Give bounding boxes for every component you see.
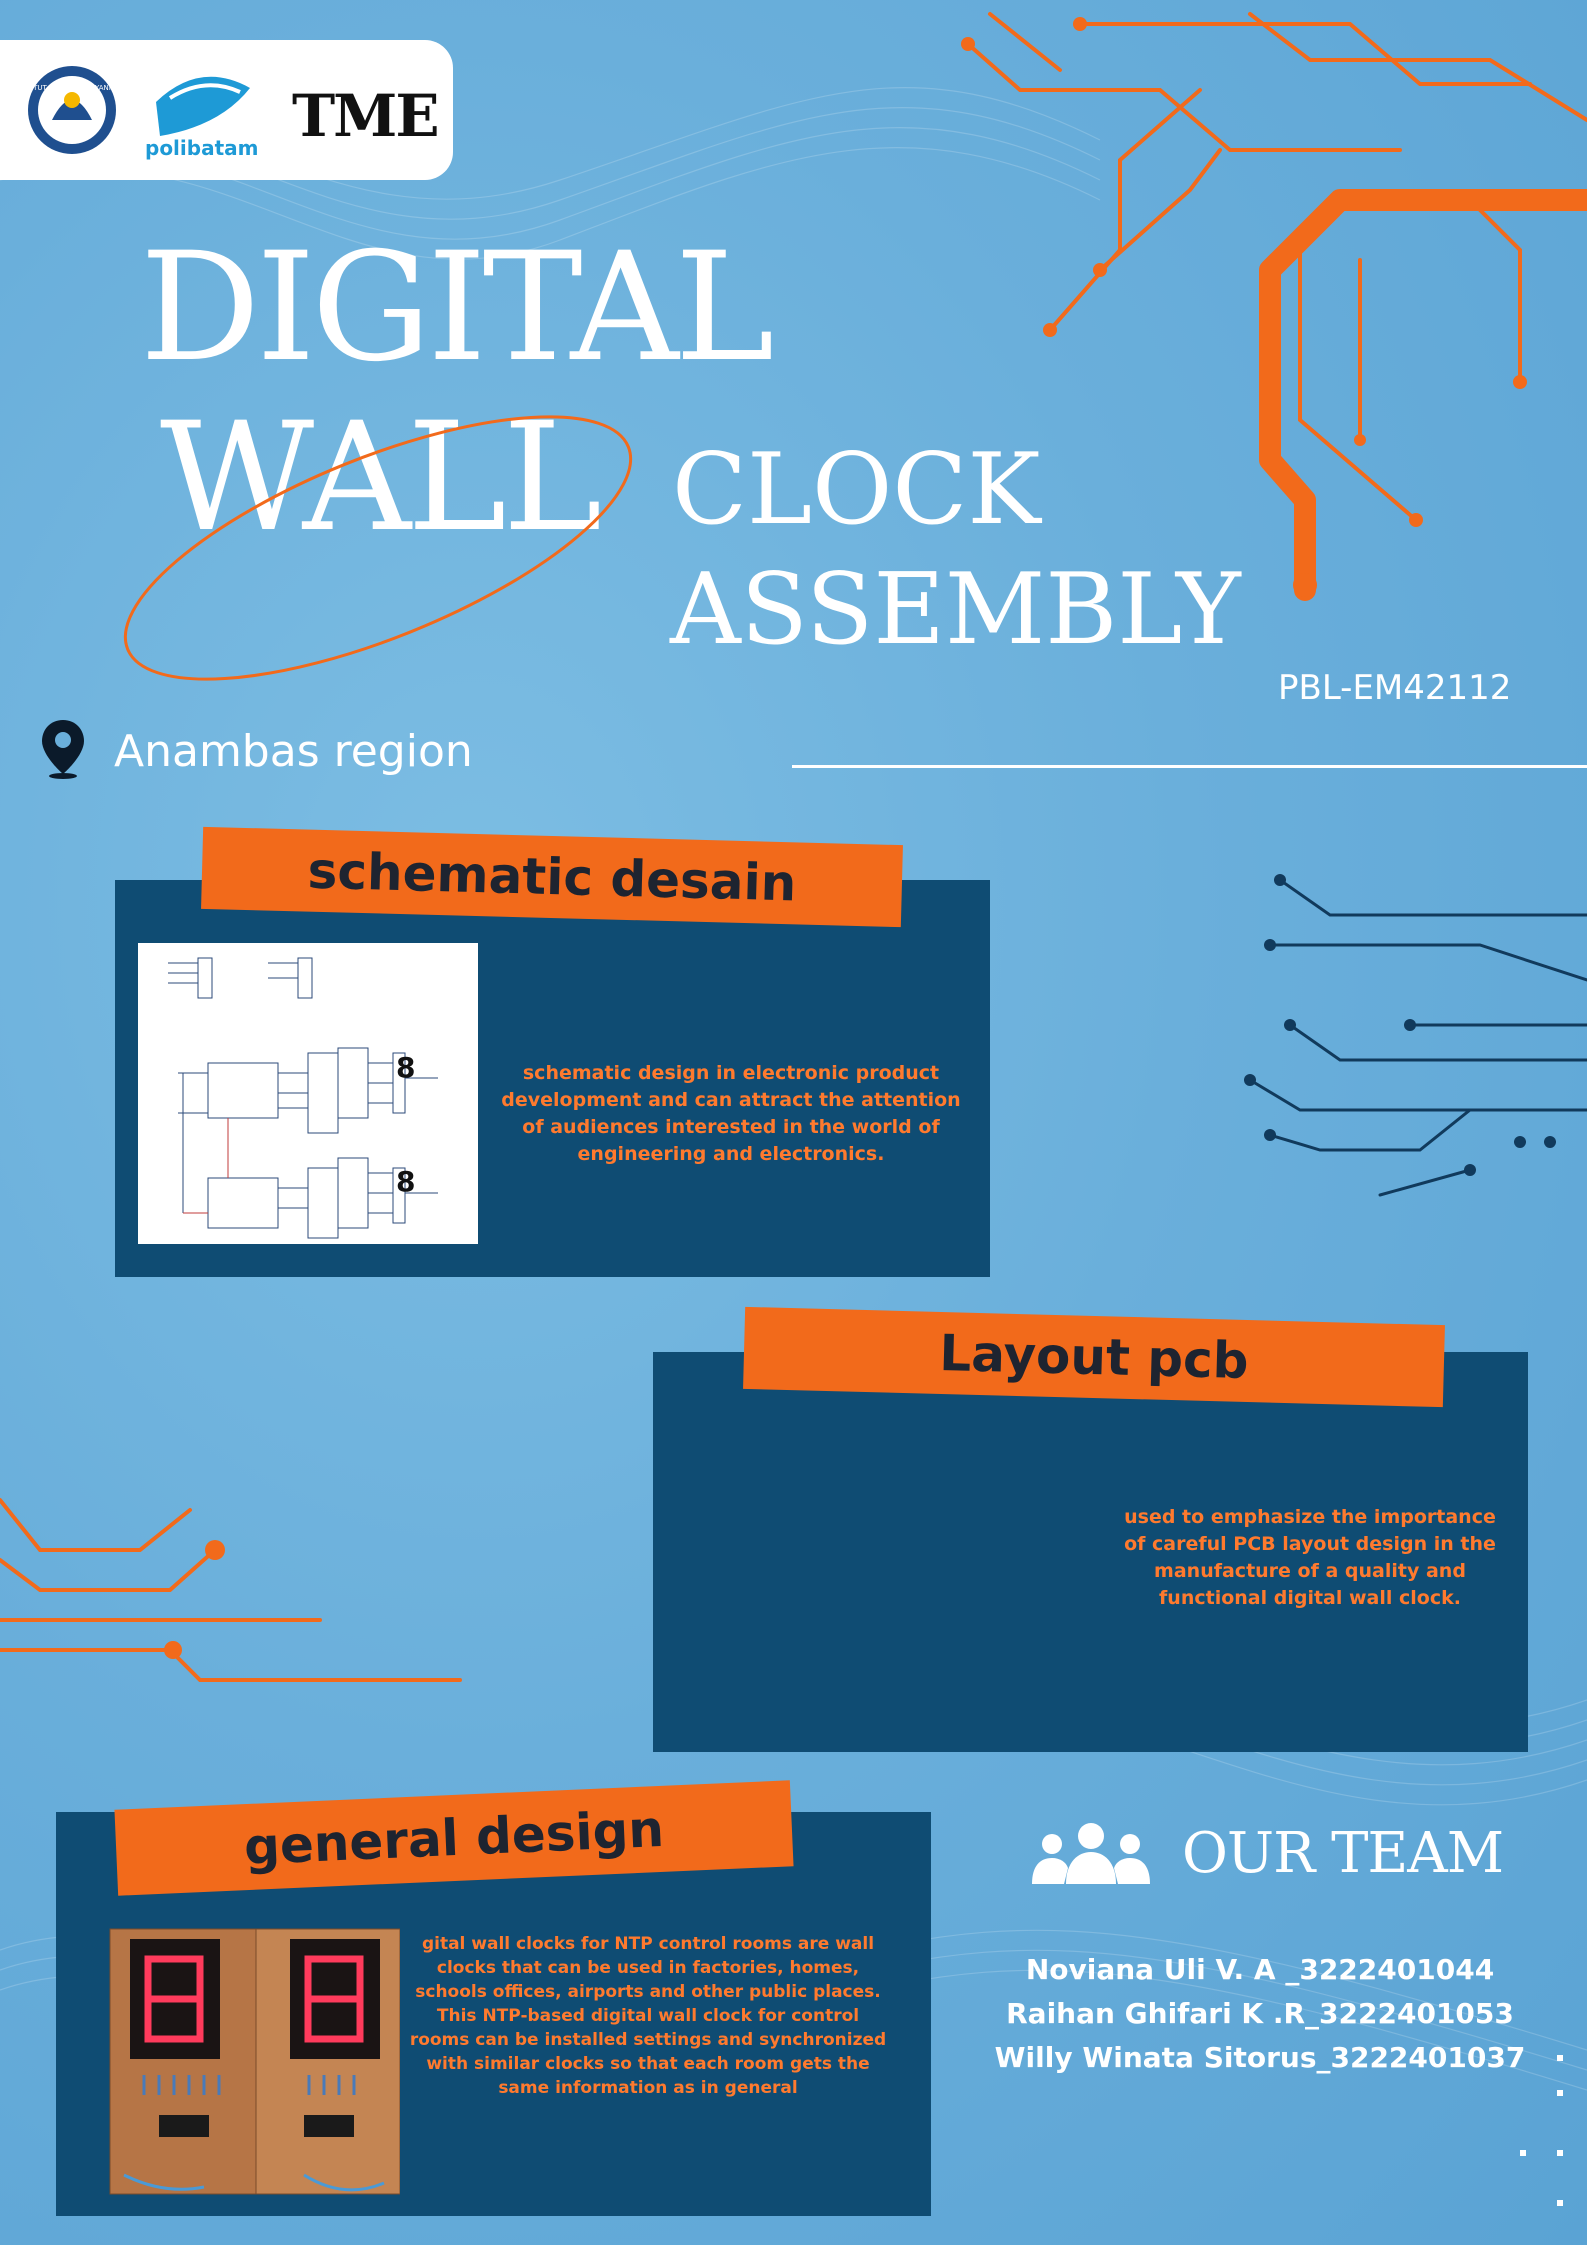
general-label: general design: [114, 1780, 793, 1895]
general-description: gital wall clocks for NTP control rooms are wall clocks that can be used in factories, homes, schools offices, airports and other public places. This NTP-based digital wall clock for control rooms can be installed settings and synchronized with similar clocks so that each room gets the same information as in general: [409, 1934, 887, 2098]
schematic-description: schematic design in electronic product development and can attract the attention of audiences interested in the world of engineering and electronics.: [501, 1062, 961, 1165]
title-line-assembly: ASSEMBLY: [670, 553, 1241, 667]
team-member: Willy Winata Sitorus_3222401037: [994, 2041, 1526, 2074]
title-line-digital: DIGITAL: [140, 221, 771, 395]
title-line-clock: CLOCK: [672, 433, 1041, 547]
team-member: Raihan Ghifari K .R_3222401053: [1006, 1997, 1514, 2030]
polibatam-text-part2: batam: [186, 136, 259, 160]
team-member: Noviana Uli V. A _3222401044: [1025, 1953, 1495, 1986]
tme-logo: TME: [292, 82, 438, 150]
title-line-wall: WALL: [160, 391, 599, 565]
schematic-label: schematic desain: [201, 827, 903, 927]
schematic-digit-top: 8: [396, 1051, 416, 1084]
ministry-emblem-text: TUT WURI HANDAYANI: [33, 84, 111, 92]
polibatam-text-part1: poli: [145, 136, 187, 160]
project-code: PBL-EM42112: [1278, 668, 1512, 708]
team-heading: OUR TEAM: [1182, 1821, 1504, 1886]
layout-description: used to emphasize the importance of careful PCB layout design in the manufacture of a quality and functional digital wall clock.: [1124, 1506, 1496, 1609]
schematic-digit-bottom: 8: [396, 1165, 416, 1198]
layout-label: Layout pcb: [743, 1307, 1445, 1407]
location-text: Anambas region: [114, 726, 473, 777]
